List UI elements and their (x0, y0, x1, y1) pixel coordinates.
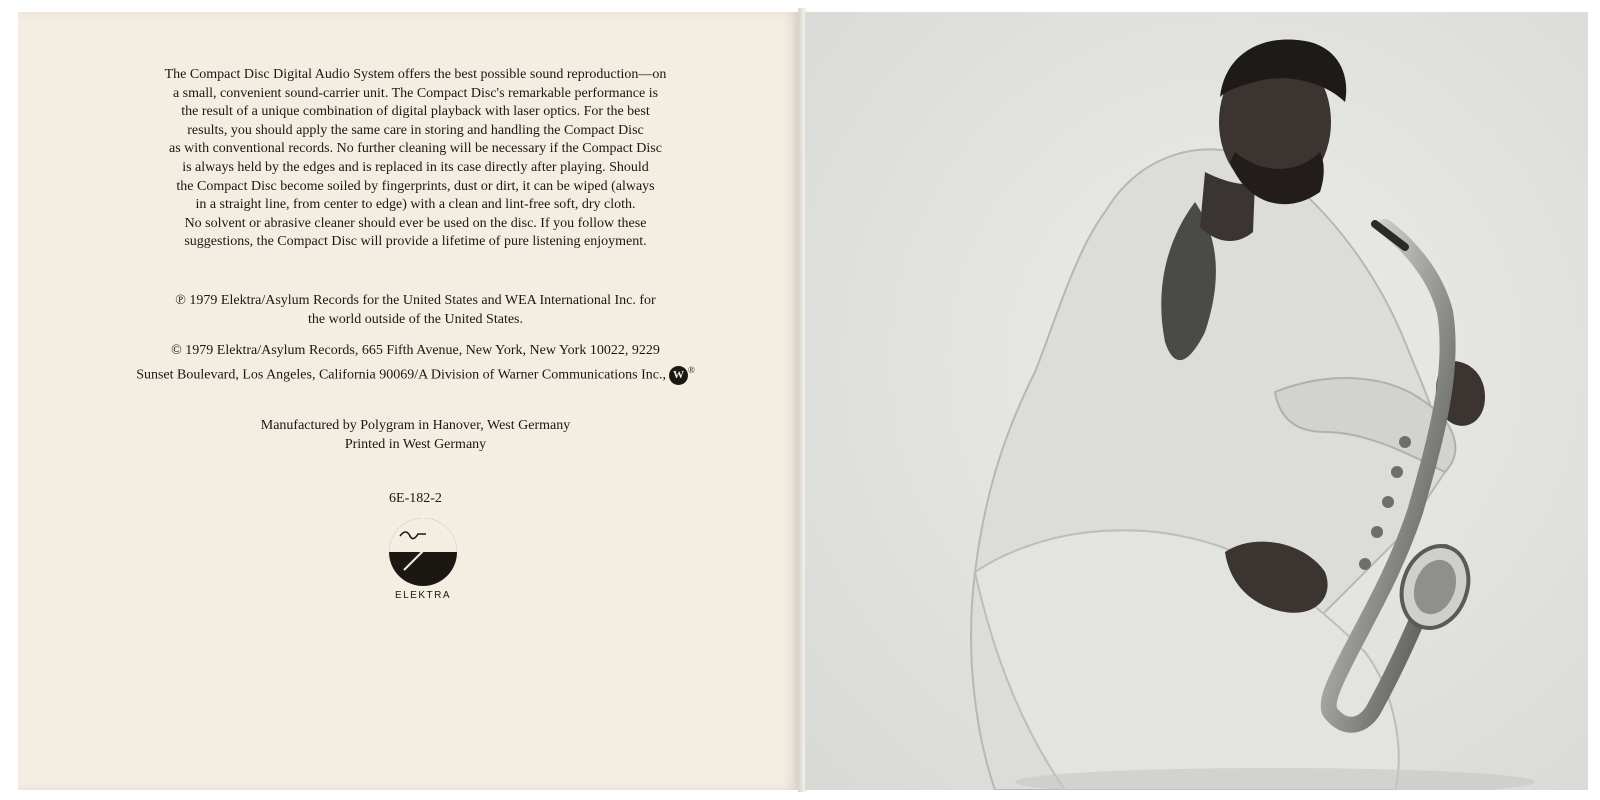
care-line: as with conventional records. No further cleaning will be necessary if the Compact Disc (169, 141, 662, 157)
registered-mark: ® (687, 364, 695, 375)
copyright-notice (128, 342, 703, 385)
phono-line: the world outside of the United States. (307, 311, 524, 327)
care-line: a small, convenient sound-carrier unit. The Compact Disc's remarkable performance is (172, 85, 659, 101)
phono-line: ℗ 1979 Elektra/Asylum Records for the United States and WEA International Inc. for (175, 293, 656, 308)
care-line: the result of a unique combination of digital playback with laser optics. For the best (181, 104, 650, 120)
elektra-logo (378, 512, 468, 602)
elektra-logo-text: ELEKTRA (394, 590, 452, 601)
mfg-line: Manufactured by Polygram in Hanover, West Germany (260, 418, 571, 433)
manufacturing-info (128, 417, 703, 454)
copyright-line: © 1979 Elektra/Asylum Records, 665 Fifth Avenue, New York, New York 10022, 9229 (171, 343, 660, 358)
care-line: is always held by the edges and is replaced in its case directly after playing. Should (182, 159, 649, 175)
catalog-number (128, 490, 703, 509)
care-line: in a straight line, from center to edge) with a clean and lint-free soft, dry cloth. (195, 197, 636, 213)
saxophonist-photo (805, 12, 1588, 790)
care-line: No solvent or abrasive cleaner should ever be used on the disc. If you follow these (184, 215, 647, 231)
care-line: the Compact Disc become soiled by fingerprints, dust or dirt, it can be wiped (always (176, 178, 655, 194)
copyright-line (128, 361, 703, 385)
care-line: The Compact Disc Digital Audio System offers the best possible sound reproduction—on (164, 67, 667, 82)
care-line: suggestions, the Compact Disc will provide a lifetime of pure listening enjoyment. (184, 234, 647, 250)
care-line: results, you should apply the same care in storing and handling the Compact Disc (187, 122, 644, 138)
warner-logo: W (669, 366, 688, 385)
phonographic-notice (128, 292, 703, 329)
care-instructions (128, 66, 703, 252)
left-page (18, 12, 800, 790)
catalog-number-text: 6E-182-2 (389, 491, 442, 506)
mfg-line: Printed in West Germany (344, 436, 487, 452)
copyright-line-text: Sunset Boulevard, Los Angeles, California 90069/A Division of Warner Communications Inc., (136, 367, 666, 383)
right-page (805, 12, 1588, 790)
